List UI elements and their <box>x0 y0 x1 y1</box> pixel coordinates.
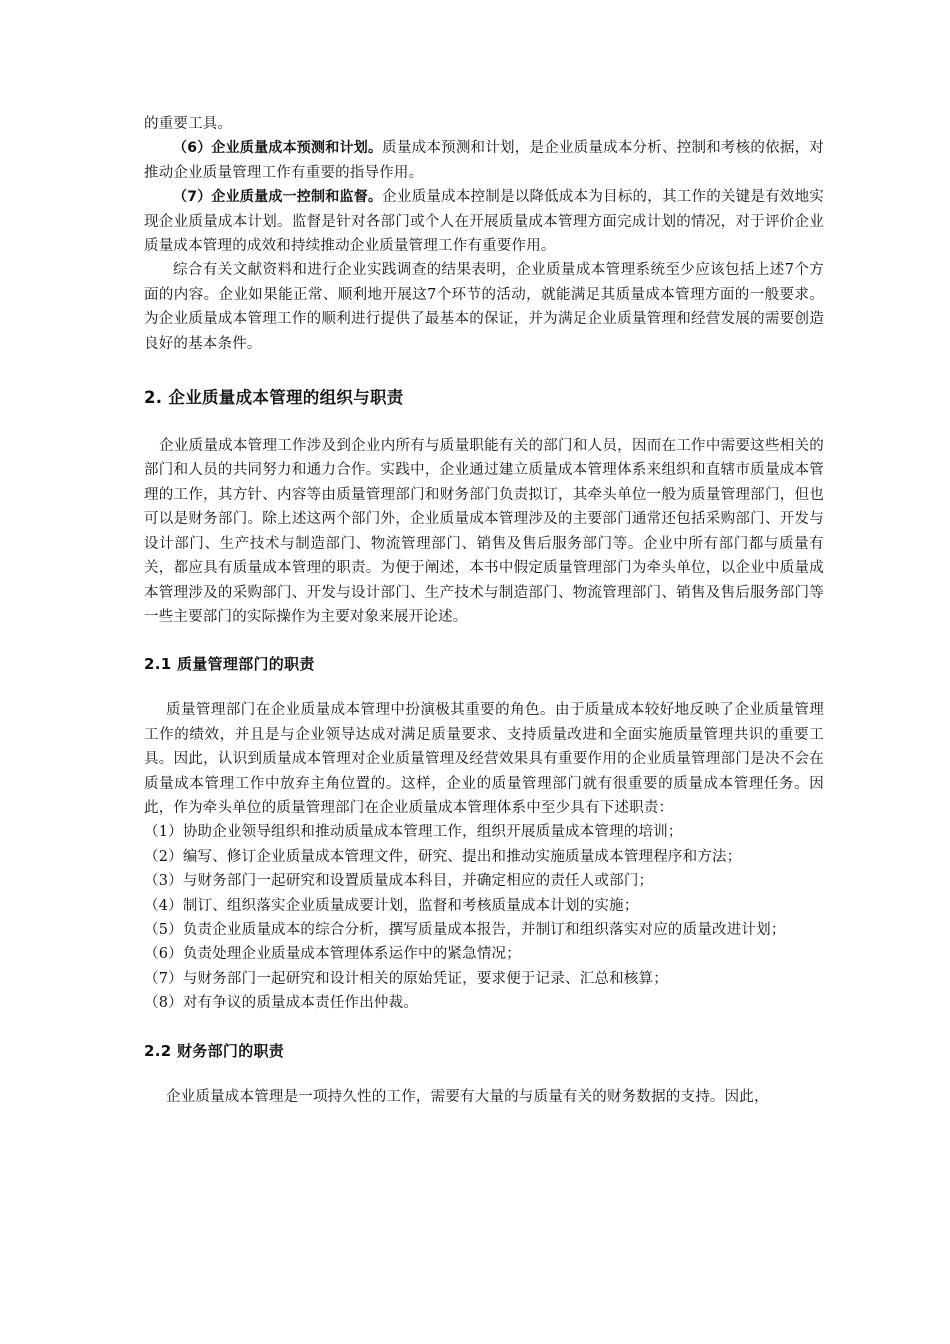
duties-list <box>144 820 824 1015</box>
list-item: （5）负责企业质量成本的综合分析，撰写质量成本报告，并制订和组织落实对应的质量改进计划； <box>144 921 786 938</box>
paragraph-item-7 <box>144 185 824 258</box>
paragraph-item-6 <box>144 136 824 185</box>
section-2-body: 企业质量成本管理工作涉及到企业内所有与质量职能有关的部门和人员，因而在工作中需要这些相关的部门和人员的共同努力和通力合作。实践中，企业通过建立质量成本管理体系来组织和直辖市质量成本管理的工作，其方针、内容等由质量管理部门和财务部门负责拟订，其牵头单位一般为质量管理部门，但也可以是财务部门。除上述这两个部门外，企业质量成本管理涉及的主要部门通常还包括采购部门、开发与设计部门、生产技术与制造部门、物流管理部门、销售及售后服务部门等。企业中所有部门都与质量有关，都应具有质量成本管理的职责。为便于阐述，本书中假定质量管理部门为牵头单位，以企业中质量成本管理涉及的采购部门、开发与设计部门、生产技术与制造部门、物流管理部门、销售及售后服务部门等一些主要部门的实际操作为主要对象来展开论述。 <box>144 438 824 625</box>
section-2-1-body: 质量管理部门在企业质量成本管理中扮演极其重要的角色。由于质量成本较好地反映了企业质量管理工作的绩效，并且是与企业领导达成对满足质量要求、支持质量改进和全面实施质量管理共识的重要工具。因此，认识到质量成本管理对企业质量管理及经营效果具有重要作用的企业质量管理部门是决不会在质量成本管理工作中放弃主角位置的。这样，企业的质量管理部门就有很重要的质量成本管理任务。因此，作为牵头单位的质量管理部门在企业质量成本管理体系中至少具有下述职责： <box>144 702 824 816</box>
list-item: （6）负责处理企业质量成本管理体系运作中的紧急情况； <box>144 946 521 963</box>
item-6-body: 质量成本预测和计划，是企业质量成本分析、控制和考核的依据，对推动企业质量管理工作有重要的指导作用。 <box>144 140 824 181</box>
list-item: （8）对有争议的质量成本责任作出仲裁。 <box>144 995 419 1012</box>
item-7-lead: （7）企业质量成一控制和监督。 <box>173 189 383 206</box>
list-item: （2）编写、修订企业质量成本管理文件，研究、提出和推动实施质量成本管理程序和方法； <box>144 848 742 865</box>
section-2-2-body: 企业质量成本管理是一项持久性的工作，需要有大量的与质量有关的财务数据的支持。因此， <box>166 1088 769 1105</box>
list-item: （7）与财务部门一起研究和设计相关的原始凭证，要求便于记录、汇总和核算； <box>144 970 668 987</box>
list-item: （4）制订、组织落实企业质量成要计划，监督和考核质量成本计划的实施； <box>144 897 639 914</box>
section-2-2-heading: 2.2 财务部门的职责 <box>144 1041 285 1060</box>
section-2-1-heading: 2.1 质量管理部门的职责 <box>144 655 315 674</box>
document-page <box>144 112 824 1109</box>
paragraph-continuation: 的重要工具。 <box>144 116 233 132</box>
list-item: （3）与财务部门一起研究和设置质量成本科目，并确定相应的责任人或部门； <box>144 873 654 890</box>
section-2-heading: 2. 企业质量成本管理的组织与职责 <box>144 388 404 408</box>
paragraph-summary: 综合有关文献资料和进行企业实践调查的结果表明，企业质量成本管理系统至少应该包括上述7个方面的内容。企业如果能正常、顺利地开展这7个环节的活动，就能满足其质量成本管理方面的一般要求。为企业质量成本管理工作的顺利进行提供了最基本的保证，并为满足企业质量管理和经营发展的需要创造良好的基本条件。 <box>144 262 824 352</box>
item-6-lead: （6）企业质量成本预测和计划。 <box>173 140 383 157</box>
list-item: （1）协助企业领导组织和推动质量成本管理工作，组织开展质量成本管理的培训； <box>144 824 683 841</box>
item-7-body: 企业质量成本控制是以降低成本为目标的，其工作的关键是有效地实现企业质量成本计划。监督是针对各部门或个人在开展质量成本管理方面完成计划的情况，对于评价企业质量成本管理的成效和持续推动企业质量管理工作有重要作用。 <box>144 189 824 255</box>
